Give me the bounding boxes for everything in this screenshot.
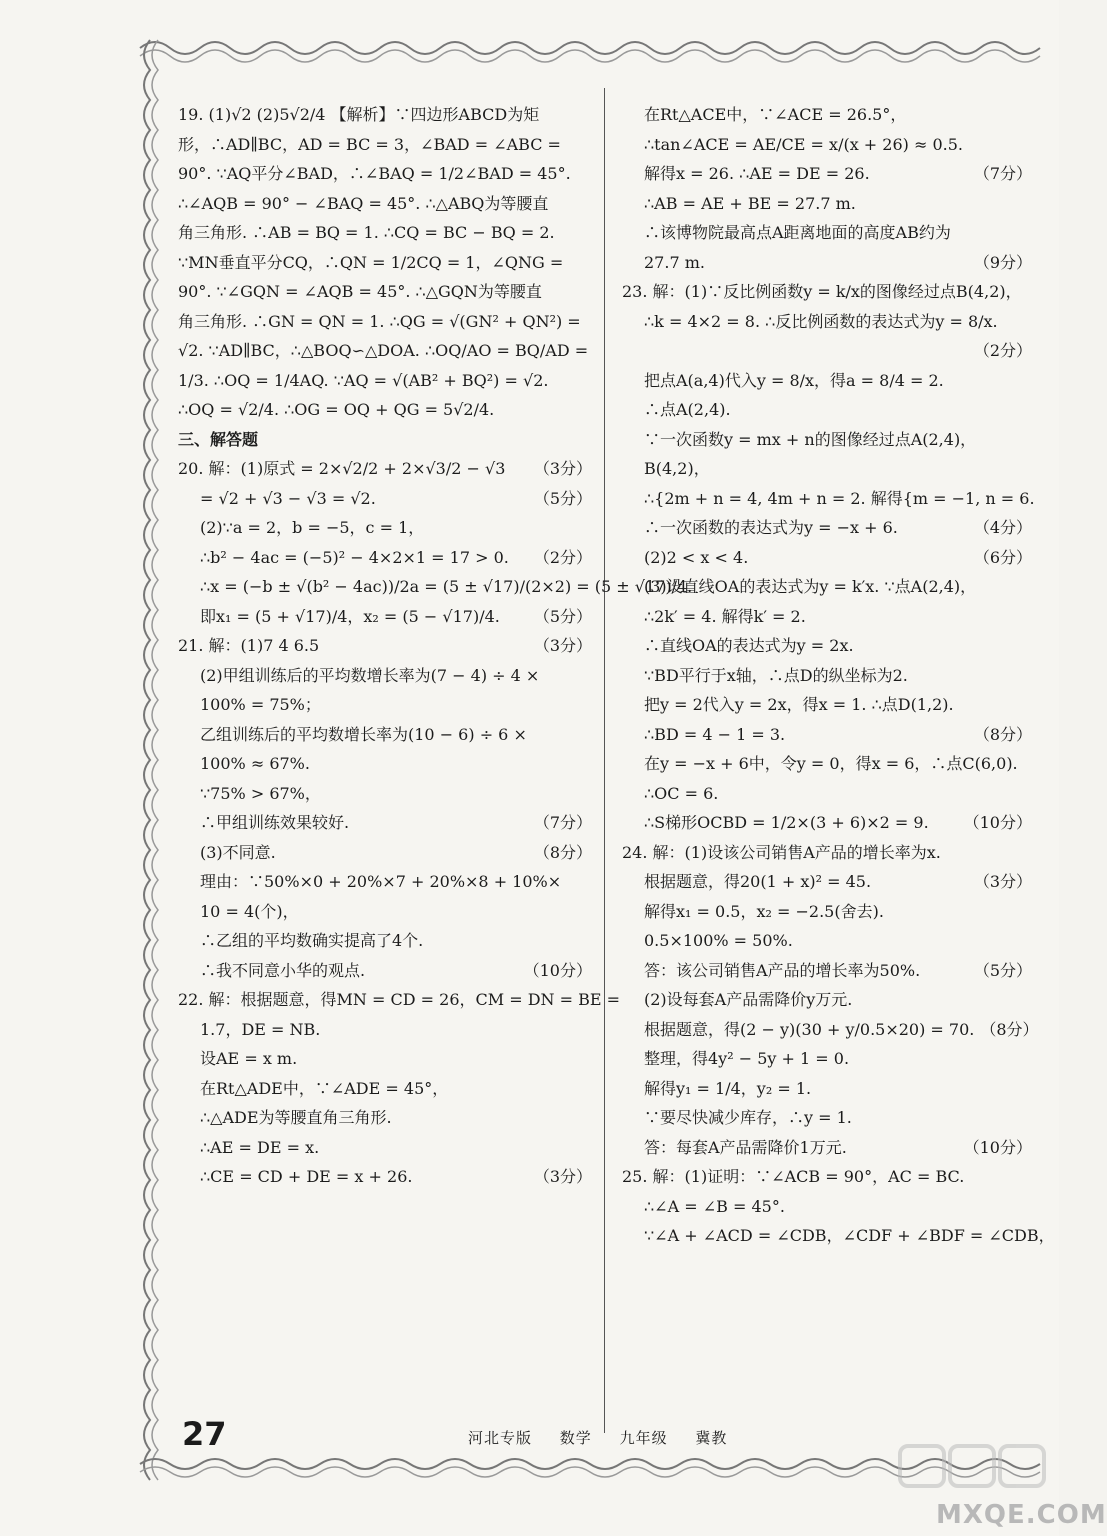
answer-line (622, 956, 1032, 986)
answer-line-text: ∴x = (−b ± √(b² − 4ac))/2a = (5 ± √17)/(2×2) = (5 ± √17)/4. (200, 577, 693, 596)
answer-line (178, 1074, 592, 1104)
answer-line (622, 543, 1032, 573)
answer-line-text: 角三角形. ∴GN = QN = 1. ∴QG = √(GN² + QN²) = (178, 311, 581, 331)
score-mark: （10分） (963, 813, 1032, 832)
score-mark: （8分） (980, 1019, 1039, 1039)
answer-line-text: ∴该博物院最高点A距离地面的高度AB约为 (644, 223, 951, 242)
score-mark: （3分） (973, 872, 1032, 891)
answer-line (622, 189, 1032, 219)
answer-line (178, 484, 592, 514)
score-mark: （5分） (533, 606, 592, 626)
answer-line-text: = √2 + √3 − √3 = √2. (200, 488, 376, 508)
score-mark: （5分） (973, 960, 1032, 980)
answer-line-text: ∵BD平行于x轴，∴点D的纵坐标为2. (644, 665, 908, 685)
answer-line (622, 661, 1032, 691)
score-mark: （3分） (533, 636, 592, 655)
answer-line (178, 130, 592, 160)
score-mark: （10分） (963, 1137, 1032, 1157)
answer-line-text: 100% = 75%； (200, 695, 321, 714)
answer-line (622, 749, 1032, 779)
answer-line-text: ∴AB = AE + BE = 27.7 m. (644, 193, 856, 213)
answer-line (622, 897, 1032, 927)
answer-line (622, 690, 1032, 720)
answer-line (178, 513, 592, 543)
answer-line-text: (2)甲组训练后的平均数增长率为(7 − 4) ÷ 4 × (200, 665, 540, 685)
answer-line-text: ∴CE = CD + DE = x + 26. (200, 1167, 413, 1186)
answer-line-text: 形，∴AD∥BC，AD = BC = 3，∠BAD = ∠ABC = (178, 134, 561, 154)
answer-line (178, 838, 592, 868)
decorative-top-border (140, 30, 1040, 66)
score-mark: （5分） (533, 488, 592, 508)
answer-line-text: ∴OQ = √2/4. ∴OG = OQ + QG = 5√2/4. (178, 400, 495, 419)
answer-line-text: ∴2k′ = 4. 解得k′ = 2. (644, 606, 806, 626)
score-mark: （7分） (973, 164, 1032, 183)
answer-line-text: 整理，得4y² − 5y + 1 = 0. (644, 1049, 850, 1068)
answer-line (178, 277, 592, 307)
answer-line (178, 749, 592, 779)
answer-line-text: (2)∵a = 2，b = −5，c = 1， (200, 518, 425, 537)
answer-line-text: 100% ≈ 67%. (200, 754, 310, 773)
answer-line (622, 336, 1032, 366)
column-divider (604, 88, 605, 1433)
answer-line (622, 985, 1032, 1015)
answer-line (178, 661, 592, 691)
answer-line-text: 答：该公司销售A产品的增长率为50%. (644, 960, 921, 980)
answer-line (178, 395, 592, 425)
answer-line (622, 1221, 1055, 1251)
answer-line-text: (2)设每套A产品需降价y万元. (644, 990, 853, 1009)
answer-line (622, 130, 1032, 160)
answer-line (178, 572, 693, 602)
answer-line-text: 根据题意，得(2 − y)(30 + y/0.5×20) = 70. (644, 1019, 975, 1039)
answer-line (622, 248, 1032, 278)
answer-line (178, 867, 592, 897)
answer-line (622, 1162, 1032, 1192)
decorative-left-border (130, 40, 170, 1470)
answer-line-text: 把点A(a,4)代入y = 8/x，得a = 8/4 = 2. (644, 370, 944, 390)
answer-line (622, 779, 1032, 809)
answer-line (178, 454, 592, 484)
answer-line-text: ∴∠A = ∠B = 45°. (644, 1196, 785, 1216)
score-mark: （8分） (533, 842, 592, 862)
answer-line (622, 602, 1032, 632)
answer-line-text: ∵∠A + ∠ACD = ∠CDB，∠CDF + ∠BDF = ∠CDB， (644, 1226, 1055, 1245)
answer-line-text: (2)2 < x < 4. (644, 547, 749, 567)
answer-line-text: ∴∠AQB = 90° − ∠BAQ = 45°. ∴△ABQ为等腰直 (178, 193, 549, 213)
answer-line-text: ∴一次函数的表达式为y = −x + 6. (644, 518, 898, 537)
answer-line (178, 1015, 592, 1045)
score-mark: （2分） (973, 341, 1032, 360)
answer-line (178, 366, 592, 396)
answer-line-text: 90°. ∵∠GQN = ∠AQB = 45°. ∴△GQN为等腰直 (178, 282, 542, 301)
answer-line (622, 572, 1032, 602)
answer-line (622, 1074, 1032, 1104)
answer-line (178, 543, 592, 573)
answer-line (622, 1044, 1032, 1074)
answer-line-text: ∵MN垂直平分CQ，∴QN = 1/2CQ = 1，∠QNG = (178, 252, 564, 272)
right-answer-column (622, 100, 1055, 1251)
answer-line (622, 425, 1032, 455)
answer-line-text: ∴直线OA的表达式为y = 2x. (644, 636, 854, 655)
answer-line-text: 即x₁ = (5 + √17)/4，x₂ = (5 − √17)/4. (200, 606, 500, 626)
answer-line-text: 解得y₁ = 1/4，y₂ = 1. (644, 1078, 812, 1098)
score-mark: （7分） (533, 813, 592, 832)
answer-line (178, 720, 592, 750)
answer-line-text: ∵75% > 67%， (200, 783, 321, 803)
answer-line-text: 角三角形. ∴AB = BQ = 1. ∴CQ = BC − BQ = 2. (178, 223, 555, 242)
answer-line-text: ∵要尽快减少库存，∴y = 1. (644, 1108, 852, 1127)
answer-line (622, 484, 1035, 514)
footer-edition: 河北专版 (468, 1429, 533, 1447)
answer-line (178, 926, 592, 956)
footer-edition-info (468, 1427, 749, 1448)
answer-line (622, 808, 1032, 838)
answer-line-text: 22. 解：根据题意，得MN = CD = 26，CM = DN = BE = (178, 990, 621, 1009)
score-mark: （6分） (973, 547, 1032, 567)
answer-line (178, 602, 592, 632)
answer-line-text: 解得x = 26. ∴AE = DE = 26. (644, 164, 870, 183)
answer-line (178, 897, 592, 927)
answer-line-text: ∴S梯形OCBD = 1/2×(3 + 6)×2 = 9. (644, 813, 929, 832)
answer-line (178, 985, 621, 1015)
section-heading (178, 425, 592, 455)
answer-line-text: ∴BD = 4 − 1 = 3. (644, 724, 786, 744)
answer-line (622, 277, 1032, 307)
answer-line-text: ∴点A(2,4). (644, 400, 731, 419)
answer-line-text: 在Rt△ADE中，∵∠ADE = 45°， (200, 1078, 449, 1098)
answer-line-text: (3)不同意. (200, 842, 276, 862)
answer-line-text: ∴tan∠ACE = AE/CE = x/(x + 26) ≈ 0.5. (644, 134, 964, 154)
footer-grade: 九年级 (619, 1429, 668, 1447)
answer-line-text: 解得x₁ = 0.5，x₂ = −2.5(舍去). (644, 901, 884, 921)
answer-line-text: ∵一次函数y = mx + n的图像经过点A(2,4)， (644, 429, 977, 449)
answer-line-text: (3)设直线OA的表达式为y = k′x. ∵点A(2,4)， (644, 577, 977, 596)
answer-line-text: 21. 解：(1)7 4 6.5 (178, 636, 320, 655)
answer-line (178, 1162, 592, 1192)
answer-line (622, 720, 1032, 750)
score-mark: （10分） (523, 960, 592, 980)
answer-line-text: 10 = 4(个)， (200, 901, 299, 921)
answer-line-text: 在y = −x + 6中，令y = 0，得x = 6，∴点C(6,0). (644, 754, 1018, 773)
score-mark: （4分） (973, 518, 1032, 537)
answer-line-text: ∴AE = DE = x. (200, 1137, 320, 1157)
answer-line-text: 1/3. ∴OQ = 1/4AQ. ∵AQ = √(AB² + BQ²) = √2. (178, 370, 549, 390)
answer-line-text: √2. ∵AD∥BC，∴△BOQ∽△DOA. ∴OQ/AO = BQ/AD = (178, 341, 589, 360)
answer-line (622, 926, 1032, 956)
page-number: 27 (182, 1415, 227, 1453)
answer-line-text: 27.7 m. (644, 252, 705, 272)
footer-publisher: 冀教 (695, 1429, 728, 1447)
answer-line (178, 307, 592, 337)
answer-line-text: 19. (1)√2 (2)5√2/4 【解析】∵四边形ABCD为矩 (178, 105, 540, 124)
answer-line (622, 366, 1032, 396)
answer-line (622, 1103, 1032, 1133)
score-mark: （3分） (533, 1167, 592, 1186)
answer-line-text: 25. 解：(1)证明：∵∠ACB = 90°，AC = BC. (622, 1167, 965, 1186)
score-mark: （3分） (533, 459, 592, 478)
score-mark: （2分） (533, 547, 592, 567)
answer-line (178, 690, 592, 720)
answer-line (622, 867, 1032, 897)
answer-line (622, 513, 1032, 543)
answer-line-text: 把y = 2代入y = 2x，得x = 1. ∴点D(1,2). (644, 695, 954, 714)
answer-line (178, 218, 592, 248)
answer-line (622, 218, 1032, 248)
answer-line-text: 根据题意，得20(1 + x)² = 45. (644, 872, 872, 891)
answer-line-text: 23. 解：(1)∵反比例函数y = k/x的图像经过点B(4,2)， (622, 282, 1022, 301)
answer-line (622, 100, 1032, 130)
answer-line (178, 808, 592, 838)
answer-line-text: B(4,2)， (644, 459, 710, 478)
answer-line (622, 838, 1032, 868)
answer-line (178, 1044, 592, 1074)
score-mark: （8分） (973, 724, 1032, 744)
answer-line (178, 631, 592, 661)
answer-line-text: ∴k = 4×2 = 8. ∴反比例函数的表达式为y = 8/x. (644, 311, 998, 331)
answer-line (622, 395, 1032, 425)
answer-line (622, 159, 1032, 189)
answer-line (178, 336, 592, 366)
answer-line (178, 189, 592, 219)
answer-line (178, 1103, 592, 1133)
answer-line-text: ∴甲组训练效果较好. (200, 813, 350, 832)
answer-line (622, 631, 1032, 661)
answer-line (178, 100, 592, 130)
answer-line-text: ∴△ADE为等腰直角三角形. (200, 1108, 392, 1127)
answer-line (622, 454, 1032, 484)
answer-line-text: 乙组训练后的平均数增长率为(10 − 6) ÷ 6 × (200, 724, 527, 744)
score-mark: （9分） (973, 252, 1032, 272)
answer-line-text: 90°. ∵AQ平分∠BAD，∴∠BAQ = 1/2∠BAD = 45°. (178, 164, 571, 183)
answer-line (622, 1015, 1039, 1045)
answer-line (178, 956, 592, 986)
answer-line (178, 248, 592, 278)
answer-line (178, 1133, 592, 1163)
answer-line-text: ∴b² − 4ac = (−5)² − 4×2×1 = 17 > 0. (200, 547, 509, 567)
answer-line (622, 1133, 1032, 1163)
watermark-text: MXQE.COM (936, 1500, 1107, 1530)
answer-line-text: 设AE = x m. (200, 1049, 298, 1068)
answer-line-text: 0.5×100% = 50%. (644, 931, 793, 950)
answer-line-text: 三、解答题 (178, 429, 259, 449)
answer-line-text: 理由：∵50%×0 + 20%×7 + 20%×8 + 10%× (200, 872, 562, 891)
answer-line-text: 1.7，DE = NB. (200, 1019, 321, 1039)
answer-line-text: 答：每套A产品需降价1万元. (644, 1137, 847, 1157)
answer-line (178, 779, 592, 809)
answer-line-text: 在Rt△ACE中，∵∠ACE = 26.5°， (644, 105, 907, 124)
answer-line-text: ∴我不同意小华的观点. (200, 960, 366, 980)
answer-line-text: ∴OC = 6. (644, 783, 719, 803)
answer-line-text: 24. 解：(1)设该公司销售A产品的增长率为x. (622, 842, 941, 862)
answer-line-text: ∴乙组的平均数确实提高了4个. (200, 931, 424, 950)
answer-line-text: ∴{2m + n = 4, 4m + n = 2. 解得{m = −1, n = 6. (644, 488, 1035, 508)
footer-subject: 数学 (559, 1429, 592, 1447)
answer-line (622, 1192, 1032, 1222)
answer-line (622, 307, 1032, 337)
answer-line (178, 159, 592, 189)
answer-line-text: 20. 解：(1)原式 = 2×√2/2 + 2×√3/2 − √3 (178, 459, 506, 478)
